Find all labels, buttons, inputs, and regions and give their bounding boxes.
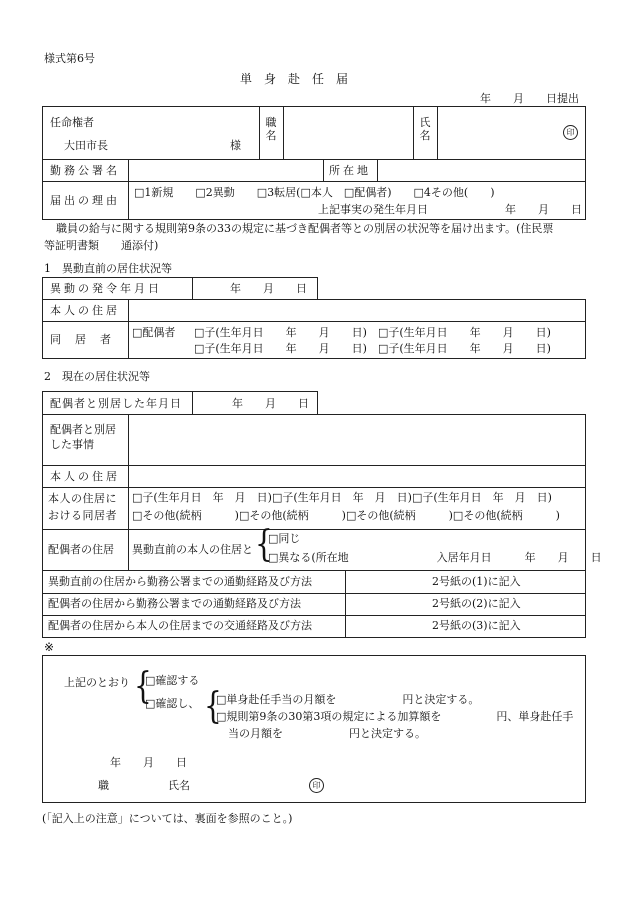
spouse-residence-label: 配偶者の住居 [48,543,114,556]
office-use-mark: ※ [44,640,55,654]
office-use-intro: 上記のとおり [64,676,130,689]
location-label: 所在地 [329,164,371,177]
reason-label: 届出の理由 [50,194,120,207]
form-title: 単 身 赴 任 届 [240,72,349,86]
name-field[interactable] [439,108,559,157]
position-label: 職名 [265,116,277,142]
route-label-1: 異動直前の住居から勤務公署までの通勤経路及び方法 [48,575,312,588]
reason-options[interactable]: □1新規 □2異動 □3転居(□本人 □配偶者) □4その他( ) [134,186,495,199]
route-value-1: 2号紙の(1)に記入 [432,575,521,588]
current-child-row[interactable]: □子(生年月日 年 月 日)□子(生年月日 年 月 日)□子(生年月日 年 月 日) [132,491,552,504]
submission-date: 年 月 日提出 [480,92,579,105]
honorific: 様 [230,139,241,152]
section2-heading: 2 現在の居住状況等 [44,370,150,383]
office-label: 勤務公署名 [50,164,120,177]
separation-date-label: 配偶者と別居した年月日 [50,397,182,410]
prior-child-row-1[interactable]: □子(生年月日 年 月 日) □子(生年月日 年 月 日) [194,326,551,339]
different-option[interactable]: □異なる(所在地 入居年月日 年 月 日 [268,551,602,564]
name-label: 氏名 [419,116,431,142]
route-label-3: 配偶者の住居から本人の住居までの交通経路及び方法 [48,619,312,632]
statement-line1: 職員の給与に関する規則第9条の33の規定に基づき配偶者等との別居の状況等を届け出ます。(住民票 [56,222,554,235]
same-option[interactable]: □同じ [268,532,301,545]
decision-2[interactable]: □規則第9条の30第3項の規定による加算額を 円、単身赴任手 [216,710,574,723]
decision-1[interactable]: □単身赴任手当の月額を 円と決定する。 [216,693,480,706]
appointer-label: 任命権者 [50,116,94,129]
confirm-and-option[interactable]: □確認し、 [145,697,200,710]
current-other-row[interactable]: □その他(続柄 )□その他(続柄 )□その他(続柄 )□その他(続柄 ) [132,509,560,522]
office-use-date: 年 月 日 [110,756,187,769]
route-value-2: 2号紙の(2)に記入 [432,597,521,610]
separation-reason-label: 配偶者と別居した事情 [50,423,116,451]
location-field[interactable] [379,161,584,179]
brace-icon: { [134,664,152,707]
route-label-2: 配偶者の住居から勤務公署までの通勤経路及び方法 [48,597,301,610]
order-date-label: 異動の発令年月日 [50,282,162,295]
current-self-residence-field[interactable] [130,467,584,485]
occurrence-date: 上記事実の発生年月日 年 月 日 [318,203,582,216]
order-date-value[interactable]: 年 月 日 [230,282,307,295]
office-use-position: 職 [98,779,109,792]
prior-self-residence-label: 本人の住居 [50,304,120,317]
confirm-option[interactable]: □確認する [145,674,200,687]
cohabitant-label: 同居者 [50,333,125,346]
decision-3: 当の月額を 円と決定する。 [228,727,426,740]
office-use-name: 氏名 [168,779,190,792]
appointer-value: 大田市長 [64,139,108,152]
separation-reason-field[interactable] [130,416,584,463]
form-number: 様式第6号 [44,52,95,65]
brace-icon: { [204,684,222,727]
section1-heading: 1 異動直前の居住状況等 [44,262,172,275]
office-field[interactable] [130,161,321,179]
self-cohabitant-label: 本人の住居における同居者 [48,492,117,522]
current-self-residence-label: 本人の住居 [50,470,120,483]
brace-icon: { [255,522,273,565]
prior-self-residence-field[interactable] [130,301,584,319]
footnote: (「記入上の注意」については、裏面を参照のこと。) [42,812,293,825]
seal-icon: 印 [563,125,578,140]
statement-line2: 等証明書類 通添付) [44,239,159,252]
position-field[interactable] [285,108,411,157]
seal-icon: 印 [309,778,324,793]
prior-child-row-2[interactable]: □子(生年月日 年 月 日) □子(生年月日 年 月 日) [194,342,551,355]
separation-date-value[interactable]: 年 月 日 [232,397,309,410]
spouse-residence-prefix: 異動直前の本人の住居と [132,543,253,556]
prior-spouse-check[interactable]: □配偶者 [132,326,176,339]
route-value-3: 2号紙の(3)に記入 [432,619,521,632]
